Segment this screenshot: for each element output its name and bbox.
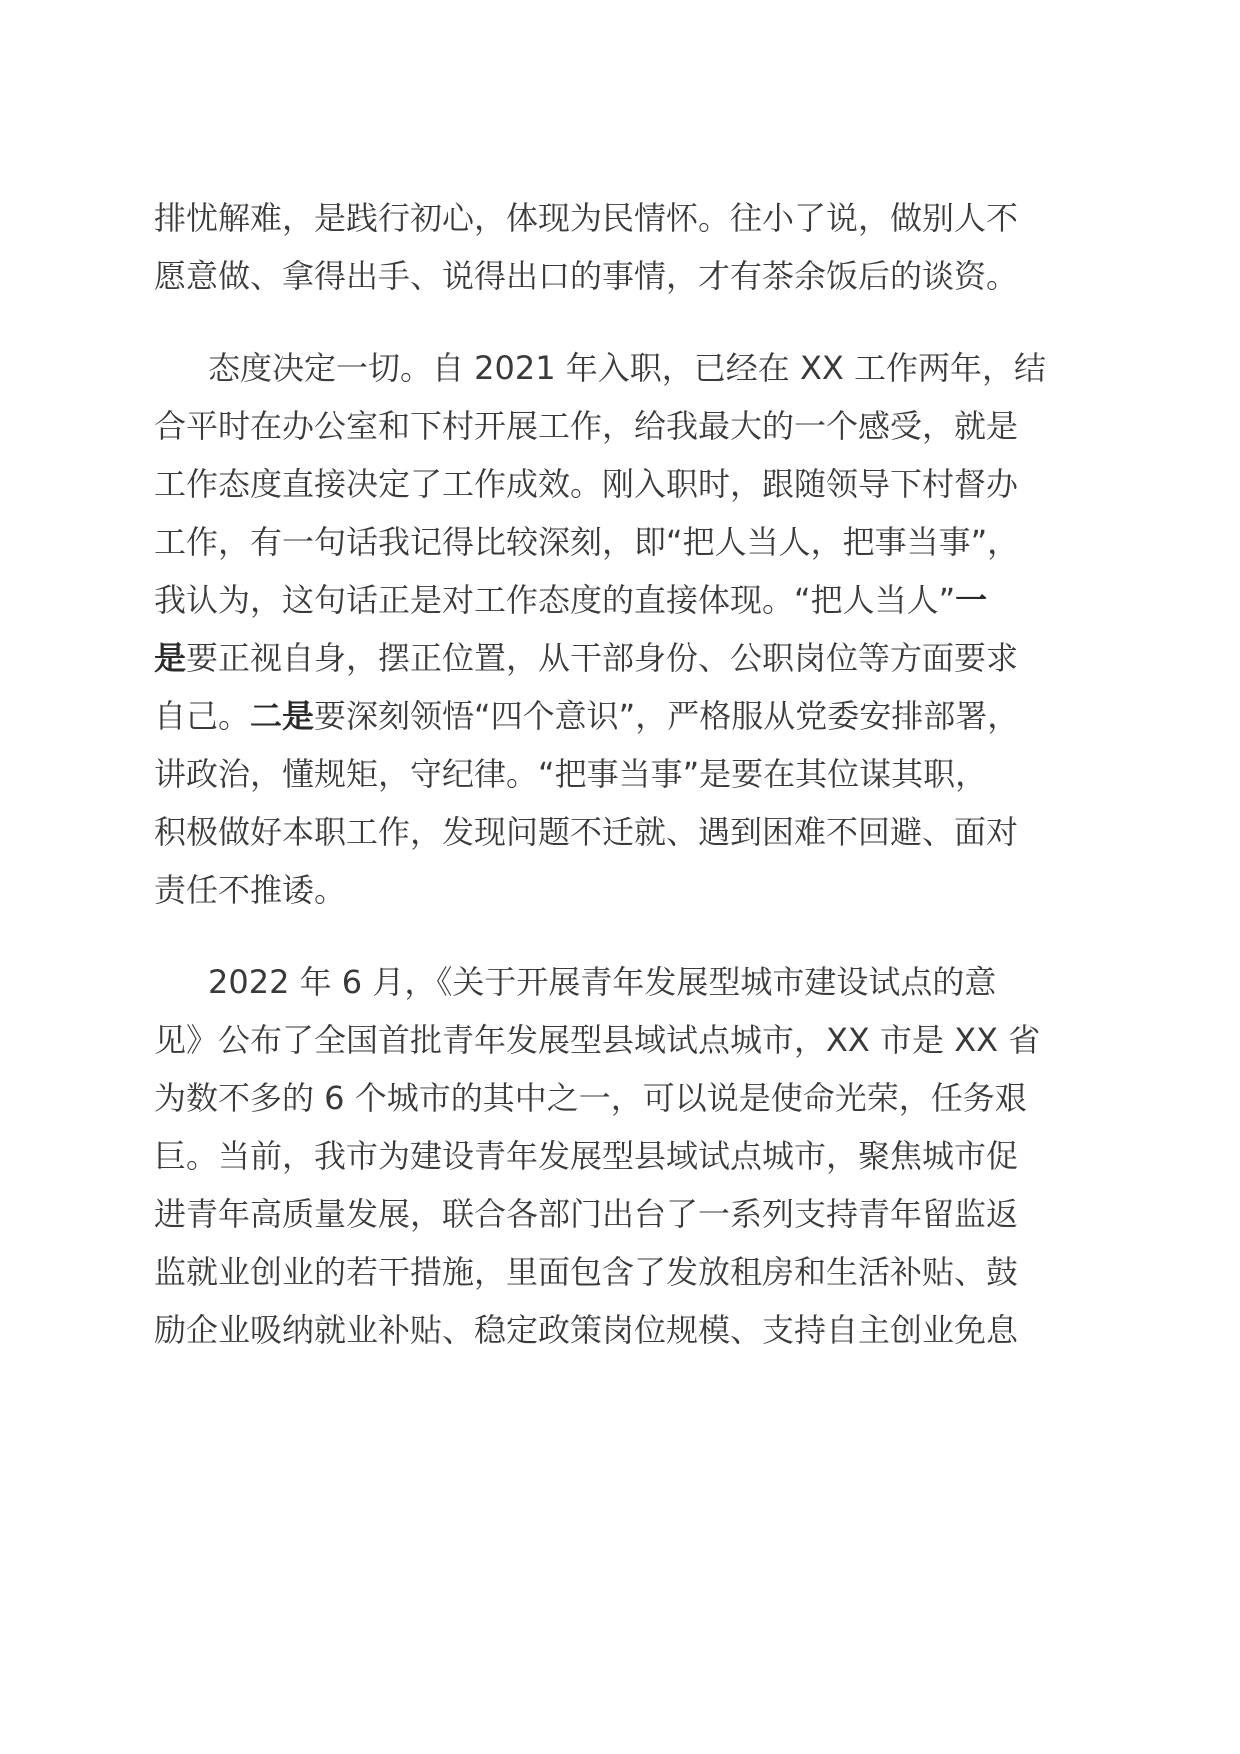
text-segment: 要正视自身，摆正位置，从干部身份、公职岗位等方面要求 — [186, 639, 1019, 677]
text-line: 励企业吸纳就业补贴、稳定政策岗位规模、支持自主创业免息 — [154, 1311, 1019, 1349]
text-line: 见》公布了全国首批青年发展型县域试点城市，XX 市是 XX 省 — [154, 1021, 1041, 1059]
text-line: 2022 年 6 月，《关于开展青年发展型城市建设试点的意 — [208, 963, 997, 1001]
text-line: 工作，有一句话我记得比较深刻，即“把人当人，把事当事”， — [154, 523, 1020, 561]
bold-marker: 是 — [154, 639, 187, 677]
text-line: 态度决定一切。自 2021 年入职，已经在 XX 工作两年，结 — [208, 349, 1046, 387]
text-line: 讲政治，懂规矩，守纪律。“把事当事”是要在其位谋其职， — [154, 755, 988, 793]
bold-marker: 一 — [955, 581, 988, 619]
text-line: 责任不推诿。 — [154, 871, 347, 909]
bold-marker: 二是 — [250, 697, 315, 735]
text-line — [154, 580, 987, 620]
text-segment: 自己。 — [154, 697, 251, 735]
text-line — [154, 696, 1019, 736]
text-segment: 要深刻领悟“四个意识”，严格服从党委安排部署， — [314, 697, 1020, 735]
text-line: 为数不多的 6 个城市的其中之一，可以说是使命光荣，任务艰 — [154, 1079, 1027, 1117]
text-line: 愿意做、拿得出手、说得出口的事情，才有茶余饭后的谈资。 — [154, 257, 1019, 295]
text-line: 工作态度直接决定了工作成效。刚入职时，跟随领导下村督办 — [154, 465, 1019, 503]
text-line: 积极做好本职工作，发现问题不迁就、遇到困难不回避、面对 — [154, 813, 1019, 851]
text-line: 监就业创业的若干措施，里面包含了发放租房和生活补贴、鼓 — [154, 1253, 1019, 1291]
text-line: 进青年高质量发展，联合各部门出台了一系列支持青年留监返 — [154, 1195, 1019, 1233]
text-line: 排忧解难，是践行初心，体现为民情怀。往小了说，做别人不 — [154, 199, 1019, 237]
text-line: 合平时在办公室和下村开展工作，给我最大的一个感受，就是 — [154, 407, 1019, 445]
text-segment: 我认为，这句话正是对工作态度的直接体现。“把人当人” — [154, 581, 956, 619]
text-line: 巨。当前，我市为建设青年发展型县域试点城市，聚焦城市促 — [154, 1137, 1019, 1175]
text-line — [154, 638, 1018, 678]
